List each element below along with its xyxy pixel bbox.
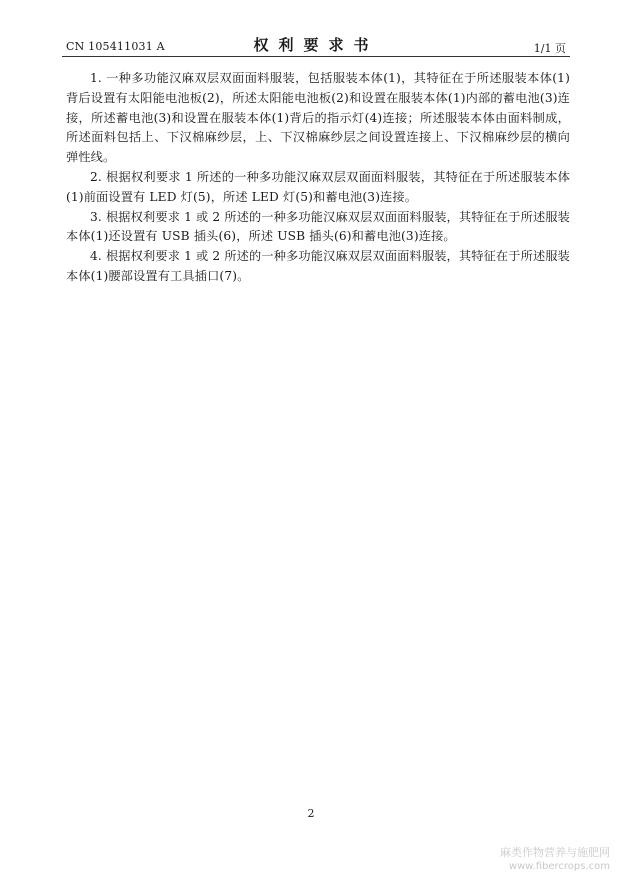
claim-3: 3. 根据权利要求 1 或 2 所述的一种多功能汉麻双层双面面料服装，其特征在于所述服装本体(1)还设置有 USB 插头(6)，所述 USB 插头(6)和蓄电池(3)连接。 <box>66 209 570 244</box>
claim-2: 2. 根据权利要求 1 所述的一种多功能汉麻双层双面面料服装，其特征在于所述服装本体(1)前面设置有 LED 灯(5)，所述 LED 灯(5)和蓄电池(3)连接。 <box>66 169 570 204</box>
claims-section <box>66 69 570 287</box>
document-title: 权利要求书 <box>253 36 379 54</box>
page-header <box>62 32 570 57</box>
page-count: 1/1 页 <box>533 42 566 55</box>
publication-number: CN 105411031 A <box>66 40 165 53</box>
watermark-site-name: 麻类作物营养与施肥网 <box>500 846 610 859</box>
claim-4: 4. 根据权利要求 1 或 2 所述的一种多功能汉麻双层双面面料服装，其特征在于所述服装本体(1)腰部设置有工具插口(7)。 <box>66 249 570 283</box>
page-number: 2 <box>307 807 315 820</box>
watermark-url: www.fibercrops.com <box>508 861 610 872</box>
claim-1: 1. 一种多功能汉麻双层双面面料服装，包括服装本体(1)，其特征在于所述服装本体(1)背后设置有太阳能电池板(2)，所述太阳能电池板(2)和设置在服装本体(1)内部的蓄电池(3)连接，所述蓄电池(3)和设置在服装本体(1)背后的指示灯(4)连接；所述服装本体由面料制成，所述面料包括上、下汉棉麻纱层，上、下汉棉麻纱层之间设置连接上、下汉棉麻纱层的横向弹性线。 <box>66 71 570 165</box>
watermark <box>460 846 610 873</box>
